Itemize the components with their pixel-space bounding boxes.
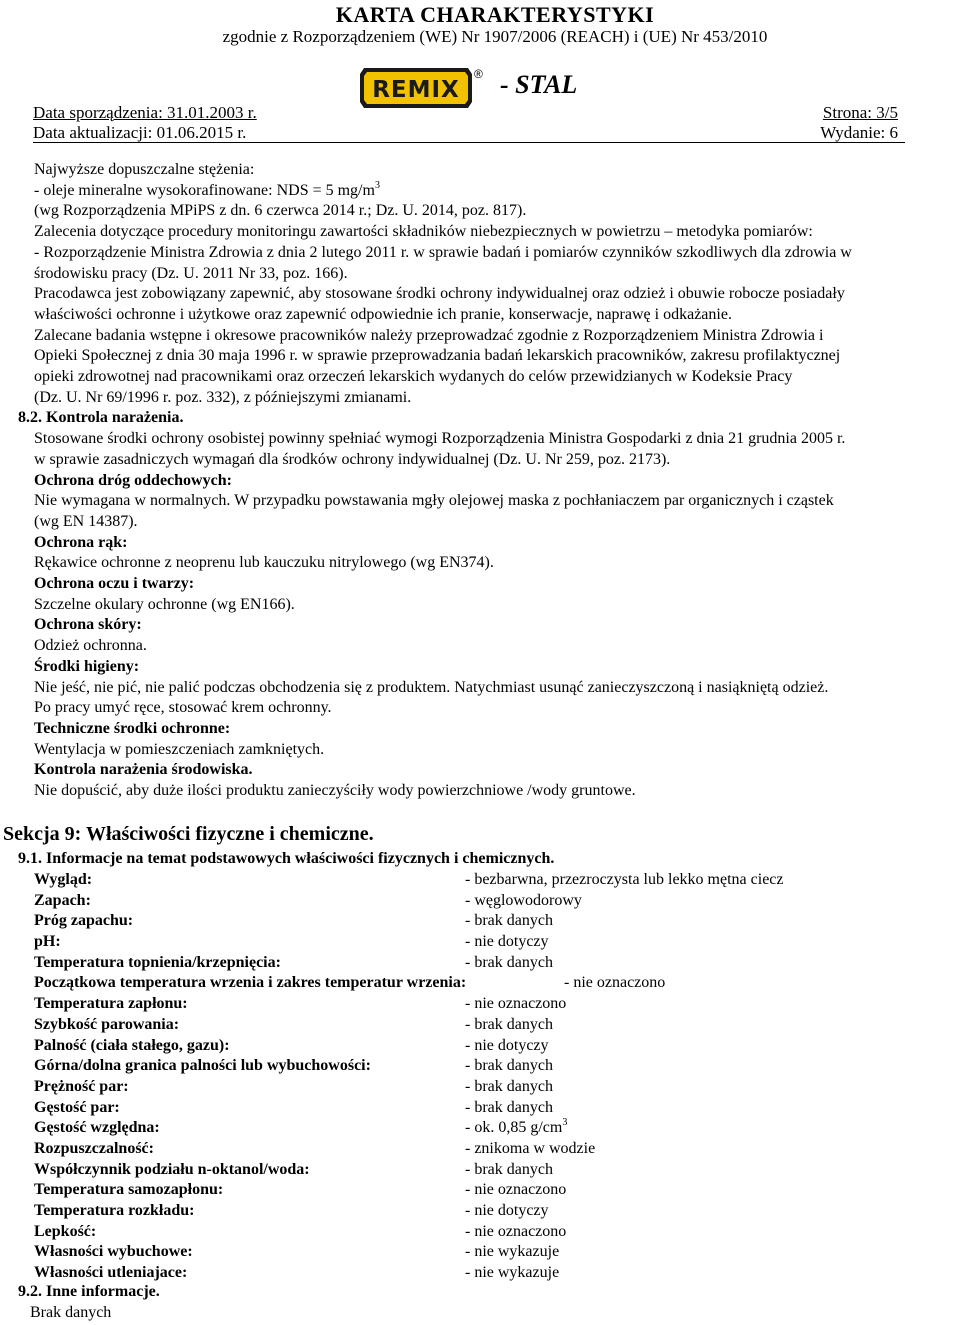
hygiene-heading: Środki higieny: [34,657,140,675]
property-row [34,1056,934,1077]
text-line: Szczelne okulary ochronne (wg EN166). [34,595,295,613]
property-row [34,1180,934,1201]
property-value [465,1242,559,1263]
property-value [465,1077,553,1098]
property-value-text: - węglowodorowy [465,891,582,909]
header-rule [33,142,905,143]
property-value-text: - nie dotyczy [465,933,549,951]
technical-measures-heading: Techniczne środki ochronne: [34,719,231,737]
text-line: - Rozporządzenie Ministra Zdrowia z dnia 2 lutego 2011 r. w sprawie badań i pomiarów czynników szkodliwych dla zdrowia w [34,243,852,261]
property-value-text: - znikoma w wodzie [465,1139,596,1157]
text-line: właściwości ochronne i użytkowe oraz zapewnić odpowiednie ich pranie, konserwacje, naprawę i odkażanie. [34,305,732,323]
property-value-text: - nie oznaczono [465,1181,567,1199]
property-value-text: - brak danych [465,953,553,971]
property-row [34,994,934,1015]
property-row [34,1139,934,1160]
property-row [34,1222,934,1243]
text-line: Pracodawca jest zobowiązany zapewnić, aby stosowane środki ochrony indywidualnej oraz odzież i obuwie robocze posiadały [34,285,845,303]
property-label: Własności utleniajace: [34,1264,188,1282]
property-value [465,1180,566,1201]
hand-protection-heading: Ochrona rąk: [34,533,128,551]
property-value-text: - bezbarwna, przezroczysta lub lekko mętna ciecz [465,871,784,888]
text-line: Po pracy umyć ręce, stosować krem ochronny. [34,699,332,717]
property-label: Temperatura rozkładu: [34,1202,195,1219]
property-value [465,1056,553,1077]
text-line: Zalecane badania wstępne i okresowe pracowników należy przeprowadzać zgodnie z Rozporządzeniem Ministra Zdrowia i [34,326,824,344]
property-label: Rozpuszczalność: [34,1139,154,1157]
property-label: Temperatura topnienia/krzepnięcia: [34,953,281,971]
property-value-text: - nie wykazuje [465,1243,560,1261]
property-row [34,1098,934,1119]
property-value [465,1098,553,1119]
text-line: w sprawie zasadniczych wymagań dla środków ochrony indywidualnej (Dz. U. Nr 259, poz. 2173). [34,450,671,468]
text-line: Najwyższe dopuszczalne stężenia: [34,161,255,178]
property-row-boiling [34,973,934,994]
property-row [34,1036,934,1057]
property-value-text: - brak danych [465,1057,553,1075]
property-value [465,891,582,912]
property-value: - nie oznaczono [564,974,666,992]
property-value [465,1263,559,1284]
property-value [465,1139,595,1160]
document-title: KARTA CHARAKTERYSTYKI [335,2,655,27]
property-row [34,932,934,953]
subsection-heading: 8.2. Kontrola narażenia. [18,409,184,427]
text-line: Opieki Społecznej z dnia 30 maja 1996 r. w sprawie przeprowadzania badań lekarskich pracowników, zakresu profilaktycznej [34,347,841,365]
property-row [34,1160,934,1181]
property-row [34,1263,934,1284]
property-value-text: - brak danych [465,1160,553,1178]
property-row [34,911,934,932]
property-label: Palność (ciała stałego, gazu): [34,1036,230,1054]
property-value-text: - nie dotyczy [465,1036,549,1054]
property-label: Szybkość parowania: [34,1015,180,1033]
product-name: - STAL [500,70,578,99]
text-line: Rękawice ochronne z neoprenu lub kauczuku nitrylowego (wg EN374). [34,554,494,572]
superscript: 3 [562,1117,568,1129]
property-row [34,891,934,912]
text-line [34,181,954,202]
property-label: Gęstość par: [34,1098,120,1116]
property-label: Wygląd: [34,871,93,888]
text-line: Zalecenia dotyczące procedury monitoringu zawartości składników niebezpiecznych w powietrzu – metodyka pomiarów: [34,223,813,241]
property-value [465,1222,566,1243]
text-line: (Dz. U. Nr 69/1996 r. poz. 332), z późniejszymi zmianami. [34,388,412,406]
date-created: Data sporządzenia: 31.01.2003 r. [33,103,257,122]
property-value-text: - nie dotyczy [465,1202,549,1219]
property-value-text: - brak danych [465,1015,553,1033]
document-subtitle: zgodnie z Rozporządzeniem (WE) Nr 1907/2006 (REACH) i (UE) Nr 453/2010 [222,27,768,46]
nds-text: - oleje mineralne wysokorafinowane: NDS = 5 mg/m [34,181,375,199]
subsection-9-1-heading: 9.1. Informacje na temat podstawowych właściwości fizycznych i chemicznych. [18,850,555,867]
property-label: Prężność par: [34,1077,129,1095]
property-value [465,1015,553,1036]
property-label: Temperatura zapłonu: [34,995,188,1013]
property-label: Gęstość względna: [34,1119,160,1137]
property-row [34,1015,934,1036]
text-line: Nie jeść, nie pić, nie palić podczas obchodzenia się z produktem. Natychmiast usunąć zanieczyszczoną i nasiąkniętą odzież. [34,678,829,696]
property-label: Zapach: [34,891,91,909]
property-value [465,870,784,891]
property-label: Temperatura samozapłonu: [34,1181,224,1199]
property-label: Współczynnik podziału n-oktanol/woda: [34,1160,310,1178]
property-label: Górna/dolna granica palności lub wybuchowości: [34,1057,371,1075]
property-value [465,1201,549,1222]
text-line: opieki zdrowotnej nad pracownikami oraz orzeczeń lekarskich wydanych do celów przewidzianych w Kodeksie Pracy [34,368,793,386]
date-updated: Data aktualizacji: 01.06.2015 r. [33,123,247,142]
property-row [34,1201,934,1222]
property-value-text: - brak danych [465,1077,553,1095]
property-value-text: - nie wykazuje [465,1264,560,1282]
property-label: Lepkość: [34,1222,97,1240]
property-label: pH: [34,933,61,951]
text-line: Nie dopuścić, aby duże ilości produktu zanieczyściły wody powierzchniowe /wody gruntowe. [34,782,636,800]
text-line: (wg Rozporządzenia MPiPS z dn. 6 czerwca 2014 r.; Dz. U. 2014, poz. 817). [34,202,527,220]
text-line: środowisku pracy (Dz. U. 2011 Nr 33, poz. 166). [34,264,348,282]
property-value [465,953,553,974]
text-line: Wentylacja w pomieszczeniach zamkniętych. [34,740,325,758]
eye-protection-heading: Ochrona oczu i twarzy: [34,575,195,593]
environment-heading: Kontrola narażenia środowiska. [34,761,253,779]
registered-mark: ® [474,67,483,81]
property-row [34,1118,934,1139]
text-line: (wg EN 14387). [34,512,138,530]
properties-list [34,870,934,1284]
property-row [34,1077,934,1098]
property-value [465,911,553,932]
property-value [465,994,566,1015]
text-line: Odzież ochronna. [34,637,147,655]
respiratory-heading: Ochrona dróg oddechowych: [34,471,232,489]
property-label: Własności wybuchowe: [34,1243,193,1261]
property-row [34,953,934,974]
property-value-text: - brak danych [465,912,553,930]
property-row [34,870,934,891]
property-row [34,1242,934,1263]
property-value [465,1036,549,1057]
section-9-title: Sekcja 9: Właściwości fizyczne i chemiczne. [3,823,374,845]
section-8-content [18,160,954,802]
property-value [465,1118,567,1139]
remix-logo-graphic [358,66,474,110]
skin-protection-heading: Ochrona skóry: [34,616,142,634]
property-label: Próg zapachu: [34,912,134,930]
property-value-text: - brak danych [465,1098,553,1116]
page-number: Strona: 3/5 [822,103,898,122]
other-info-value: Brak danych [30,1304,112,1321]
property-value-text: - nie oznaczono [465,1222,567,1240]
remix-logo [358,66,474,110]
text-line: Nie wymagana w normalnych. W przypadku powstawania mgły olejowej maska z pochłaniaczem par organicznych i cząstek [34,492,834,510]
property-value-text: - ok. 0,85 g/cm [465,1119,563,1137]
text-line: Stosowane środki ochrony osobistej powinny spełniać wymogi Rozporządzenia Ministra Gospodarki z dnia 21 grudnia 2005 r. [34,430,846,448]
property-value [465,932,549,953]
edition: Wydanie: 6 [820,123,898,142]
property-label: Początkowa temperatura wrzenia i zakres temperatur wrzenia: [34,974,467,992]
subsection-9-2-heading: 9.2. Inne informacje. [18,1283,160,1300]
svg-text:REMIX: REMIX [372,77,460,103]
property-value-text: - nie oznaczono [465,995,567,1013]
superscript: 3 [374,179,380,191]
property-value [465,1160,553,1181]
